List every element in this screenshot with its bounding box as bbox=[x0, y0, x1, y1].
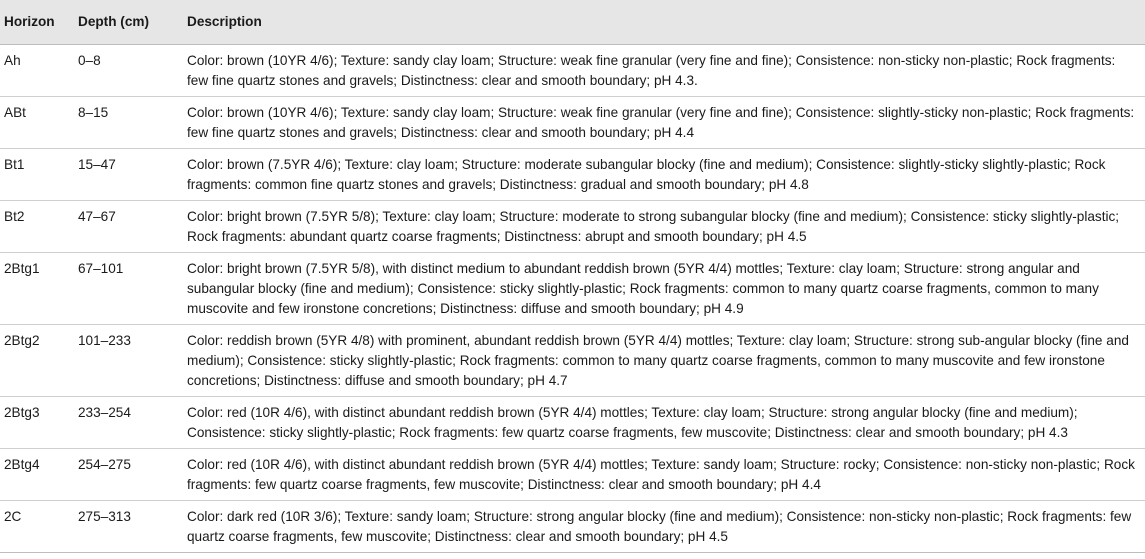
depth-cell: 254–275 bbox=[74, 449, 183, 501]
description-cell: Color: red (10R 4/6), with distinct abundant reddish brown (5YR 4/4) mottles; Texture: sandy loam; Structure: rocky; Consistence: non-sticky non-plastic; Rock fragments: few quartz coarse fragments, few muscovite; Distinctness: clear and smooth boundary; pH 4.4 bbox=[183, 449, 1145, 501]
description-cell: Color: brown (10YR 4/6); Texture: sandy clay loam; Structure: weak fine granular (very fine and fine); Consistence: slightly-sticky non-plastic; Rock fragments: few fine quartz stones and gravels; Distinctness: clear and smooth boundary; pH 4.4 bbox=[183, 97, 1145, 149]
table-header bbox=[0, 0, 1145, 45]
table-row bbox=[0, 253, 1145, 325]
description-cell: Color: brown (10YR 4/6); Texture: sandy clay loam; Structure: weak fine granular (very fine and fine); Consistence: non-sticky non-plastic; Rock fragments: few fine quartz stones and gravels; Distinctness: clear and smooth boundary; pH 4.3. bbox=[183, 45, 1145, 97]
table-row bbox=[0, 325, 1145, 397]
depth-cell: 8–15 bbox=[74, 97, 183, 149]
horizon-cell: ABt bbox=[0, 97, 74, 149]
depth-cell: 233–254 bbox=[74, 397, 183, 449]
description-cell: Color: bright brown (7.5YR 5/8), with distinct medium to abundant reddish brown (5YR 4/4) mottles; Texture: clay loam; Structure: strong angular and subangular blocky (fine and medium); Consistence: sticky slightly-plastic; Rock fragments: common to many quartz coarse fragments, common to many muscovite and few ironstone concretions; Distinctness: diffuse and smooth boundary; pH 4.9 bbox=[183, 253, 1145, 325]
description-cell: Color: bright brown (7.5YR 5/8); Texture: clay loam; Structure: moderate to strong subangular blocky (fine and medium); Consistence: sticky slightly-plastic; Rock fragments: abundant quartz coarse fragments; Distinctness: abrupt and smooth boundary; pH 4.5 bbox=[183, 201, 1145, 253]
table-row bbox=[0, 149, 1145, 201]
depth-cell: 47–67 bbox=[74, 201, 183, 253]
description-cell: Color: dark red (10R 3/6); Texture: sandy loam; Structure: strong angular blocky (fine and medium); Consistence: non-sticky non-plastic; Rock fragments: few quartz coarse fragments, few muscovite; Distinctness: clear and smooth boundary; pH 4.5 bbox=[183, 501, 1145, 553]
depth-cell: 0–8 bbox=[74, 45, 183, 97]
table-row bbox=[0, 45, 1145, 97]
column-header-description: Description bbox=[183, 0, 1145, 45]
description-cell: Color: red (10R 4/6), with distinct abundant reddish brown (5YR 4/4) mottles; Texture: clay loam; Structure: strong angular blocky (fine and medium); Consistence: sticky slightly-plastic; Rock fragments: few quartz coarse fragments, few muscovite; Distinctness: clear and smooth boundary; pH 4.3 bbox=[183, 397, 1145, 449]
table-row bbox=[0, 97, 1145, 149]
horizon-cell: 2Btg2 bbox=[0, 325, 74, 397]
table-row bbox=[0, 501, 1145, 553]
horizon-cell: 2C bbox=[0, 501, 74, 553]
column-header-horizon: Horizon bbox=[0, 0, 74, 45]
table-body bbox=[0, 45, 1145, 553]
depth-cell: 275–313 bbox=[74, 501, 183, 553]
horizon-cell: 2Btg3 bbox=[0, 397, 74, 449]
horizon-cell: Ah bbox=[0, 45, 74, 97]
column-header-depth: Depth (cm) bbox=[74, 0, 183, 45]
table-row bbox=[0, 449, 1145, 501]
horizon-cell: Bt1 bbox=[0, 149, 74, 201]
table-row bbox=[0, 201, 1145, 253]
description-cell: Color: reddish brown (5YR 4/8) with prominent, abundant reddish brown (5YR 4/4) mottles; Texture: clay loam; Structure: strong sub-angular blocky (fine and medium); Consistence: sticky slightly-plastic; Rock fragments: common to many quartz coarse fragments, common to many muscovite and few ironstone concretions; Distinctness: diffuse and smooth boundary; pH 4.7 bbox=[183, 325, 1145, 397]
depth-cell: 15–47 bbox=[74, 149, 183, 201]
table-row bbox=[0, 397, 1145, 449]
depth-cell: 67–101 bbox=[74, 253, 183, 325]
horizon-cell: Bt2 bbox=[0, 201, 74, 253]
header-row bbox=[0, 0, 1145, 45]
depth-cell: 101–233 bbox=[74, 325, 183, 397]
horizon-cell: 2Btg1 bbox=[0, 253, 74, 325]
horizon-cell: 2Btg4 bbox=[0, 449, 74, 501]
description-cell: Color: brown (7.5YR 4/6); Texture: clay loam; Structure: moderate subangular blocky (fine and medium); Consistence: slightly-sticky slightly-plastic; Rock fragments: common fine quartz stones and gravels; Distinctness: gradual and smooth boundary; pH 4.8 bbox=[183, 149, 1145, 201]
